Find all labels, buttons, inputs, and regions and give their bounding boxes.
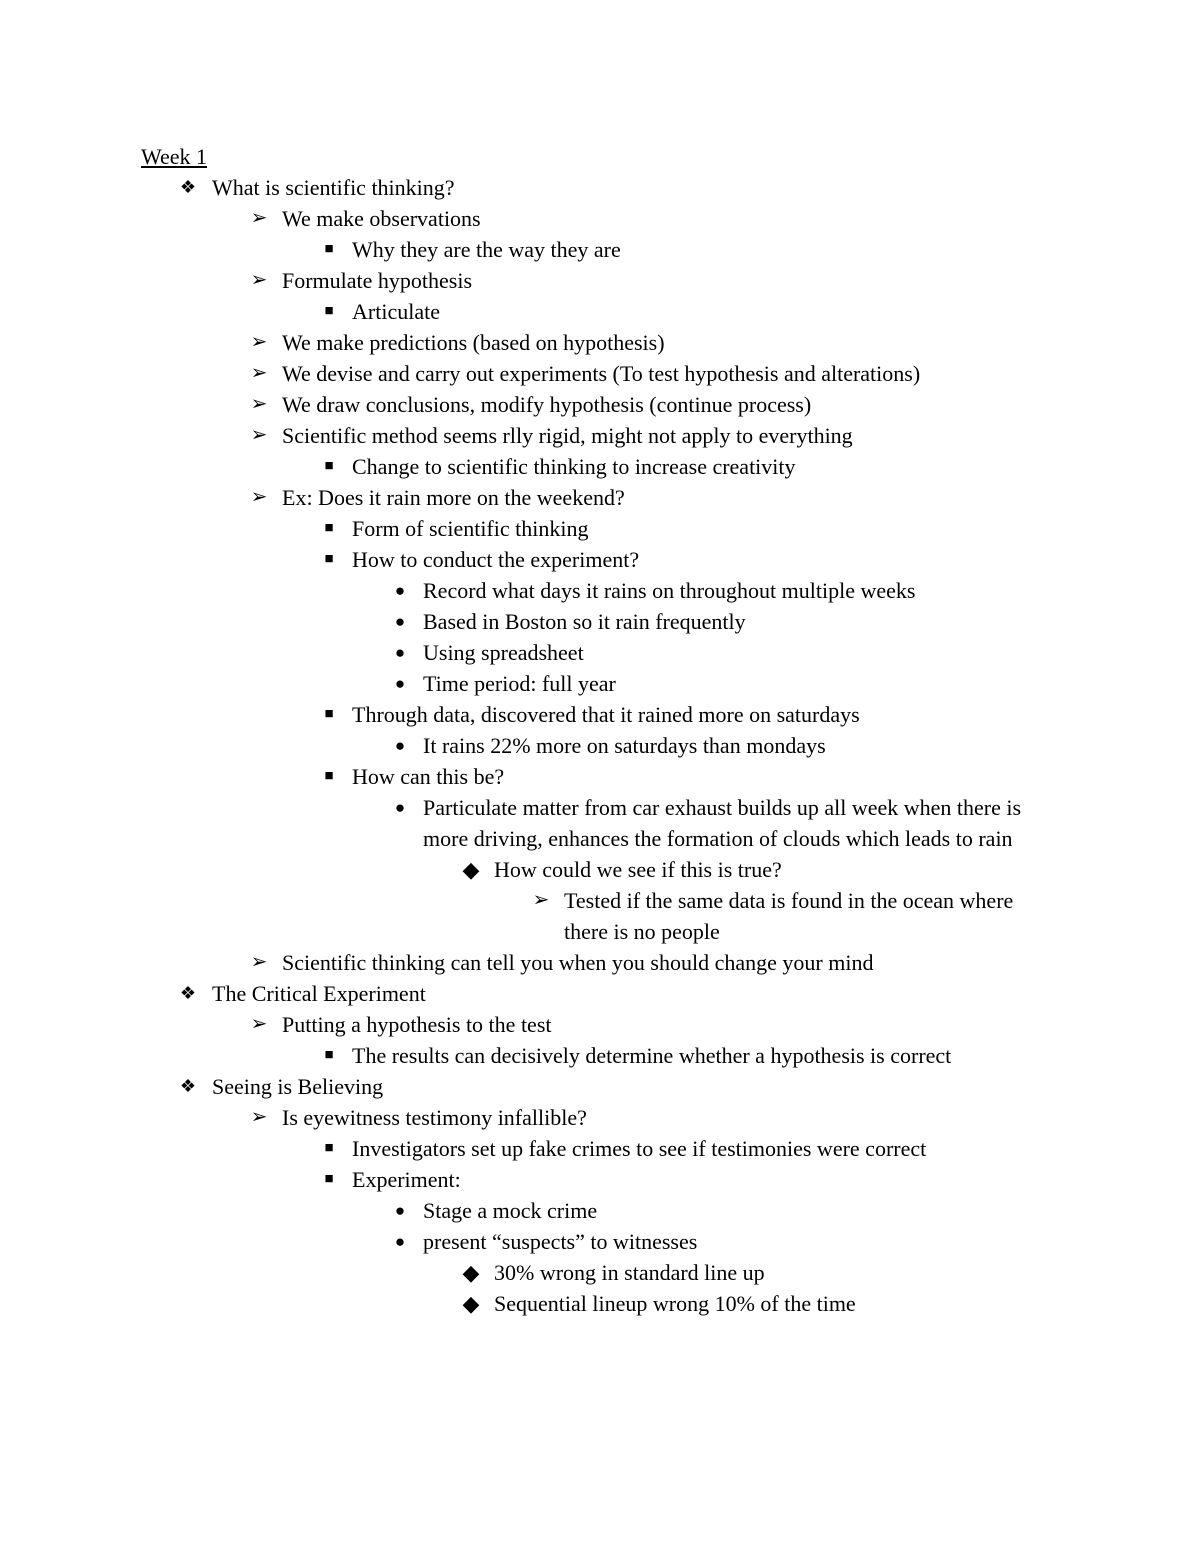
list-item xyxy=(0,575,1200,606)
list-item-text: Based in Boston so it rain frequently xyxy=(423,609,746,634)
list-item-text: Stage a mock crime xyxy=(423,1198,598,1223)
list-item-text: How can this be? xyxy=(352,764,505,789)
square-bullet-icon: ■ xyxy=(324,551,334,567)
list-item-text: Why they are the way they are xyxy=(352,237,621,262)
list-item xyxy=(0,513,1200,544)
list-item-text: How to conduct the experiment? xyxy=(352,547,640,572)
list-item xyxy=(0,947,1200,978)
list-item-text: Using spreadsheet xyxy=(423,640,584,665)
list-item xyxy=(0,1288,1200,1319)
list-item xyxy=(0,172,1200,203)
diamond-star-bullet-icon: ❖ xyxy=(179,177,197,197)
list-item xyxy=(0,761,1200,792)
list-item xyxy=(0,606,1200,637)
list-item-text: Seeing is Believing xyxy=(212,1074,384,1099)
circle-bullet-icon: ● xyxy=(394,1201,406,1220)
list-item xyxy=(0,1257,1200,1288)
list-item xyxy=(0,1102,1200,1133)
list-item-text: Formulate hypothesis xyxy=(282,268,473,293)
arrow-bullet-icon: ➢ xyxy=(250,207,268,229)
square-bullet-icon: ■ xyxy=(324,1171,334,1187)
list-item-text: Investigators set up fake crimes to see if testimonies were correct xyxy=(352,1136,927,1161)
list-item-text: What is scientific thinking? xyxy=(212,175,455,200)
arrow-bullet-icon: ➢ xyxy=(250,269,268,291)
diamond-bullet-icon: ◆ xyxy=(462,857,480,882)
list-item-text: Through data, discovered that it rained more on saturdays xyxy=(352,702,860,727)
list-item xyxy=(0,420,1200,451)
list-item-text: Particulate matter from car exhaust builds up all week when there is more driving, enhances the formation of clouds which leads to rain xyxy=(423,795,1022,851)
list-item xyxy=(0,296,1200,327)
list-item-text: Putting a hypothesis to the test xyxy=(282,1012,552,1037)
notes-outline xyxy=(0,172,1200,1319)
square-bullet-icon: ■ xyxy=(324,706,334,722)
list-item xyxy=(0,978,1200,1009)
square-bullet-icon: ■ xyxy=(324,520,334,536)
circle-bullet-icon: ● xyxy=(394,798,406,817)
list-item xyxy=(0,203,1200,234)
list-item-text: Scientific method seems rlly rigid, might not apply to everything xyxy=(282,423,853,448)
list-item xyxy=(0,637,1200,668)
circle-bullet-icon: ● xyxy=(394,612,406,631)
square-bullet-icon: ■ xyxy=(324,768,334,784)
list-item xyxy=(0,544,1200,575)
list-item xyxy=(0,358,1200,389)
list-item-text: We devise and carry out experiments (To test hypothesis and alterations) xyxy=(282,361,921,386)
list-item-text: Form of scientific thinking xyxy=(352,516,589,541)
square-bullet-icon: ■ xyxy=(324,241,334,257)
list-item xyxy=(0,1164,1200,1195)
arrow-bullet-icon: ➢ xyxy=(250,424,268,446)
list-item xyxy=(0,482,1200,513)
diamond-star-bullet-icon: ❖ xyxy=(179,1076,197,1096)
arrow-bullet-icon: ➢ xyxy=(250,393,268,415)
list-item xyxy=(0,1071,1200,1102)
list-item-text: Ex: Does it rain more on the weekend? xyxy=(282,485,625,510)
arrow-bullet-icon: ➢ xyxy=(532,889,550,911)
arrow-bullet-icon: ➢ xyxy=(250,1106,268,1128)
list-item xyxy=(0,1226,1200,1257)
list-item xyxy=(0,1009,1200,1040)
square-bullet-icon: ■ xyxy=(324,303,334,319)
list-item xyxy=(0,265,1200,296)
circle-bullet-icon: ● xyxy=(394,736,406,755)
circle-bullet-icon: ● xyxy=(394,674,406,693)
page-heading: Week 1 xyxy=(141,144,208,169)
arrow-bullet-icon: ➢ xyxy=(250,951,268,973)
list-item xyxy=(0,1133,1200,1164)
list-item-text: Is eyewitness testimony infallible? xyxy=(282,1105,587,1130)
circle-bullet-icon: ● xyxy=(394,1232,406,1251)
list-item-text: Articulate xyxy=(352,299,440,324)
diamond-bullet-icon: ◆ xyxy=(462,1260,480,1285)
list-item xyxy=(0,389,1200,420)
square-bullet-icon: ■ xyxy=(324,458,334,474)
list-item-text: We draw conclusions, modify hypothesis (continue process) xyxy=(282,392,812,417)
circle-bullet-icon: ● xyxy=(394,581,406,600)
list-item-text: Record what days it rains on throughout multiple weeks xyxy=(423,578,916,603)
list-item xyxy=(0,854,1200,885)
arrow-bullet-icon: ➢ xyxy=(250,331,268,353)
list-item-text: Experiment: xyxy=(352,1167,461,1192)
list-item xyxy=(0,668,1200,699)
list-item xyxy=(0,327,1200,358)
list-item-text: present “suspects” to witnesses xyxy=(423,1229,698,1254)
list-item-text: Scientific thinking can tell you when you should change your mind xyxy=(282,950,874,975)
list-item-text: The Critical Experiment xyxy=(212,981,426,1006)
list-item xyxy=(0,730,1200,761)
square-bullet-icon: ■ xyxy=(324,1140,334,1156)
diamond-bullet-icon: ◆ xyxy=(462,1291,480,1316)
list-item-text: Sequential lineup wrong 10% of the time xyxy=(494,1291,856,1316)
list-item-text: The results can decisively determine whether a hypothesis is correct xyxy=(352,1043,952,1068)
circle-bullet-icon: ● xyxy=(394,643,406,662)
list-item xyxy=(0,1195,1200,1226)
list-item xyxy=(0,792,1200,854)
list-item-text: We make predictions (based on hypothesis) xyxy=(282,330,665,355)
list-item-text: Tested if the same data is found in the ocean where there is no people xyxy=(564,888,1014,944)
arrow-bullet-icon: ➢ xyxy=(250,362,268,384)
arrow-bullet-icon: ➢ xyxy=(250,1013,268,1035)
list-item-text: We make observations xyxy=(282,206,481,231)
arrow-bullet-icon: ➢ xyxy=(250,486,268,508)
square-bullet-icon: ■ xyxy=(324,1047,334,1063)
diamond-star-bullet-icon: ❖ xyxy=(179,983,197,1003)
list-item-text: How could we see if this is true? xyxy=(494,857,782,882)
list-item-text: Time period: full year xyxy=(423,671,616,696)
list-item xyxy=(0,451,1200,482)
list-item xyxy=(0,234,1200,265)
list-item-text: It rains 22% more on saturdays than mondays xyxy=(423,733,826,758)
list-item-text: Change to scientific thinking to increase creativity xyxy=(352,454,796,479)
list-item xyxy=(0,885,1200,947)
list-item xyxy=(0,1040,1200,1071)
list-item-text: 30% wrong in standard line up xyxy=(494,1260,765,1285)
list-item xyxy=(0,699,1200,730)
